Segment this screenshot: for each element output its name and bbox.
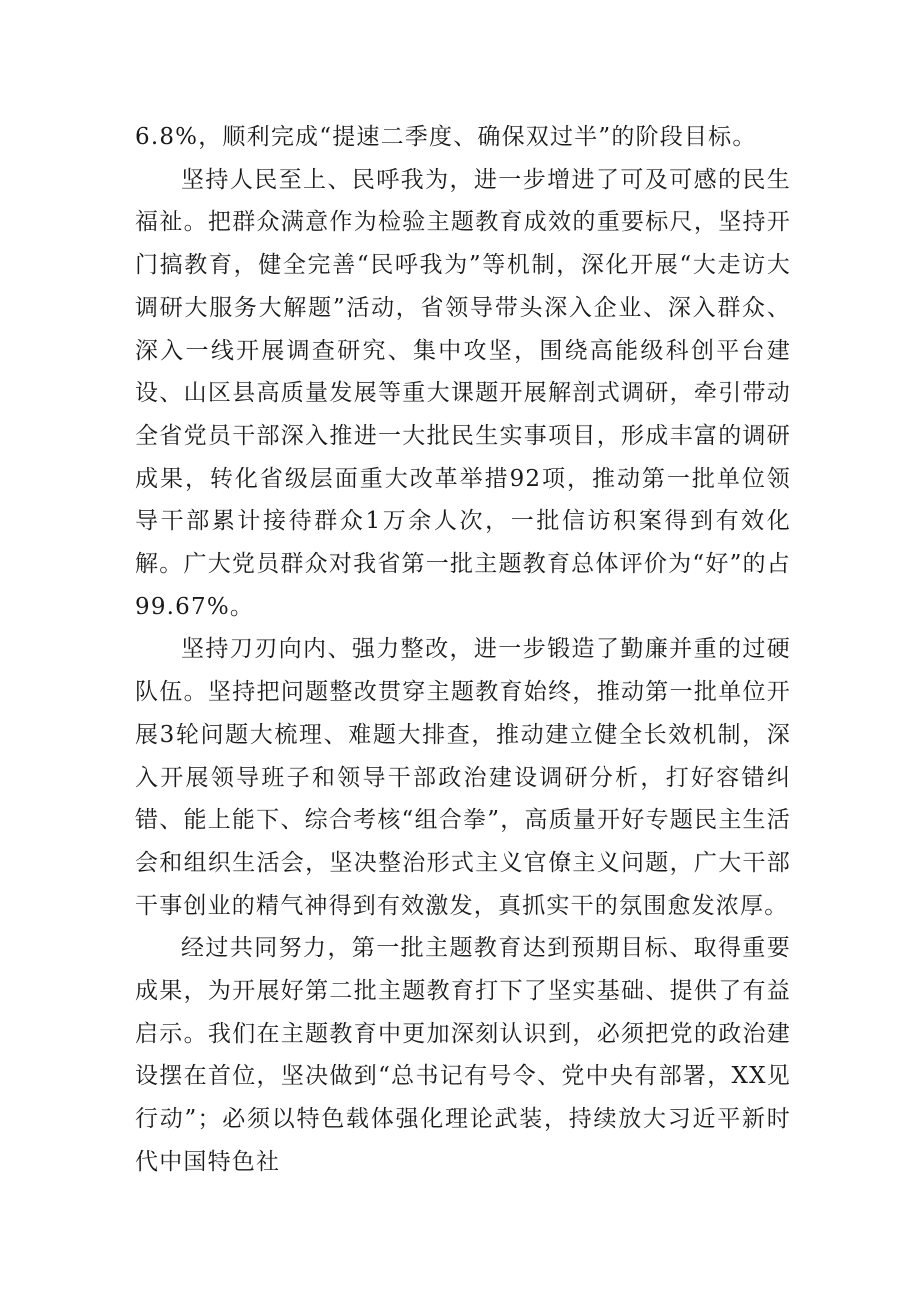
paragraph-summary: 经过共同努力，第一批主题教育达到预期目标、取得重要成果，为开展好第二批主题教育打下了坚实基础、提供了有益启示。我们在主题教育中更加深刻认识到，必须把党的政治建设摆在首位，坚决做到“总书记有号令、党中央有部署，XX见行动”；必须以特色载体强化理论武装，持续放大习近平新时代中国特色社: [135, 935, 791, 1175]
paragraph-continuation: 6.8%，顺利完成“提速二季度、确保双过半”的阶段目标。: [135, 124, 757, 150]
document-page: [135, 116, 791, 1184]
paragraph-livelihood: 坚持人民至上、民呼我为，进一步增进了可及可感的民生福祉。把群众满意作为检验主题教育成效的重要标尺，坚持开门搞教育，健全完善“民呼我为”等机制，深化开展“大走访大调研大服务大解题”活动，省领导带头深入企业、深入群众、深入一线开展调查研究、集中攻坚，围绕高能级科创平台建设、山区县高质量发展等重大课题开展解剖式调研，牵引带动全省党员干部深入推进一大批民生实事项目，形成丰富的调研成果，转化省级层面重大改革举措92项，推动第一批单位领导干部累计接待群众1万余人次，一批信访积案得到有效化解。广大党员群众对我省第一批主题教育总体评价为“好”的占99.67%。: [135, 166, 791, 620]
paragraph-rectification: 坚持刀刃向内、强力整改，进一步锻造了勤廉并重的过硬队伍。坚持把问题整改贯穿主题教育始终，推动第一批单位开展3轮问题大梳理、难题大排查，推动建立健全长效机制，深入开展领导班子和领导干部政治建设调研分析，打好容错纠错、能上能下、综合考核“组合拳”，高质量开好专题民主生活会和组织生活会，坚决整治形式主义官僚主义问题，广大干部干事创业的精气神得到有效激发，真抓实干的氛围愈发浓厚。: [135, 636, 791, 919]
